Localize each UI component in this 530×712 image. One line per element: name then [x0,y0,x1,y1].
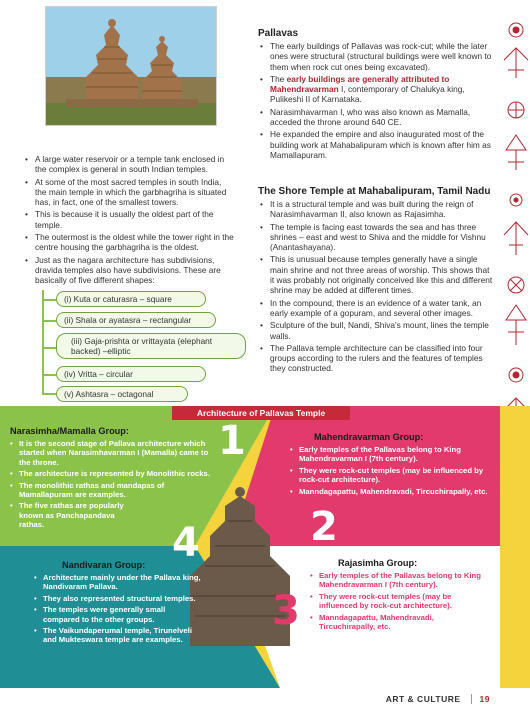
list-item: • It is a structural temple and was built during the reign of Narasimhavarman II, also known as Rajasimha. [258,199,493,220]
group-rajasimha [310,558,490,633]
list-item: • Early temples of the Pallavas belong to King Mahendravarman I (7th century). [310,571,490,590]
list-item: • This is unusual because temples generally have a single main shrine and not three areas of worship. This shows that it was probably not originally conceived like this and different shrine may be added at different times. [258,254,493,295]
tree-connector [42,320,56,322]
group-heading: Mahendravarman Group: [314,432,424,442]
shore-temple-photo [45,6,217,126]
shape-item: (iv) Vritta – circular [56,366,206,382]
list-item: • Architecture mainly under the Pallava king, Nandivaram Pallava. [34,573,204,592]
list-item: • Just as the nagara architecture has subdivisions, dravida temples also have subdivisions. These are basically of five different shapes: [23,255,235,286]
text-run: The [270,73,287,84]
list-item: • At some of the most sacred temples in south India, the main temple in which the garbhagriha is situated has, in fact, one of the smallest towers. [23,177,235,208]
group-number: 4 [172,520,200,566]
list-item: • Sculpture of the bull, Nandi, Shiva's mount, lines the temple walls. [258,320,493,341]
shape-item: (iii) Gaja-prishta or vrittayata (elephant backed) –elliptic [56,333,246,359]
list-item: • He expanded the empire and also inaugurated most of the building work at Mahabalipuram which is known after him as Mamallapuram. [258,129,493,160]
list-item: • Narasimhavarman I, who was also known as Mamalla, acceded the throne around 640 CE. [258,107,493,128]
list-item: • They were rock-cut temples (may be influenced by rock-cut architecture). [310,592,490,611]
list-item: • They also represented structural temples. [34,594,204,603]
infographic-title: Architecture of Pallavas Temple [172,406,350,420]
list-item: • It is the second stage of Pallava architecture which started when Narasimhavarman I (Mamalla) came to the throne. [10,439,215,467]
list-item: • Manndagapattu, Mahendravadi, Tircuchirapally, etc. [310,613,490,632]
group-heading: Narasimha/Mamalla Group: [10,426,129,436]
tree-connector [42,347,56,349]
shape-item: (ii) Shala or ayatasra – rectangular [56,312,216,328]
tree-connector [42,393,56,395]
group-nandivaran [34,560,204,647]
list-item: • Early temples of the Pallavas belong to King Mahendravarman I (7th century). [290,445,495,464]
group-number: 2 [310,504,338,550]
tree-connector [42,299,56,301]
group-heading: Rajasimha Group: [338,558,418,568]
text-run: I, contemporary of Chalukya king, Pulikeshi II of Karnataka. [270,84,465,105]
list-item: • A large water reservoir or a temple tank enclosed in the complex is general in south Indian temples. [23,154,235,175]
temple-shapes-tree [36,290,252,402]
right-column-shore [258,199,493,376]
group-number: 3 [272,588,300,634]
list-item: • The Vaikundaperumal temple, Tirunelveli and Mukteswara temple are examples. [34,626,204,645]
section-title-shore-temple: The Shore Temple at Mahabalipuram, Tamil Nadu [258,186,491,197]
shape-item: (i) Kuta or caturasra – square [56,291,206,307]
group-narasimha [10,426,215,532]
tree-connector [42,290,44,394]
emphasis-text: early buildings are generally attributed to Mahendravarman [270,73,450,95]
shape-item: (v) Ashtasra – octagonal [56,386,188,402]
list-item: • Manndagapattu, Mahendravadi, Tircuchirapally, etc. [290,487,495,496]
left-column [23,154,235,288]
list-item: • The architecture is represented by Monolithic rocks. [10,469,215,478]
list-item: • In the compound, there is an evidence of a water tank, an early example of a gopuram, and several other images. [258,298,493,319]
right-column-pallavas [258,41,493,162]
list-item: • This is because it is usually the oldest part of the temple. [23,209,235,230]
list-item: • The temple is facing east towards the sea and has three shrines – east and west to Shiva and the middle for Vishnu (Anantashayana). [258,222,493,253]
list-item: • The outermost is the oldest while the tower right in the centre housing the garbhagriha is the oldest. [23,232,235,253]
list-item: • They were rock-cut temples (may be influenced by rock-cut architecture). [290,466,495,485]
list-item: • The Pallava temple architecture can be classified into four groups according to the rulers and the features of temples they constructed. [258,343,493,374]
group-number: 1 [218,418,246,464]
section-title-pallavas: Pallavas [258,28,299,39]
list-item: • The five rathas are popularly known as Panchapandava rathas. [10,501,140,529]
group-mahendravarman [290,432,495,498]
list-item: • The temples were generally small compared to the other groups. [34,605,204,624]
page-number: 19 [471,694,490,704]
list-item: • The monolithic rathas and mandapas of Mamallapuram are examples. [10,481,215,500]
group-heading: Nandivaran Group: [62,560,146,570]
list-item [258,74,493,105]
page-footer [386,694,490,704]
list-item: • The early buildings of Pallavas was rock-cut; while the later ones were structural (structural buildings were well known to them when rock cut ones being excavated). [258,41,493,72]
tree-connector [42,374,56,376]
footer-section: ART & CULTURE [385,694,461,704]
